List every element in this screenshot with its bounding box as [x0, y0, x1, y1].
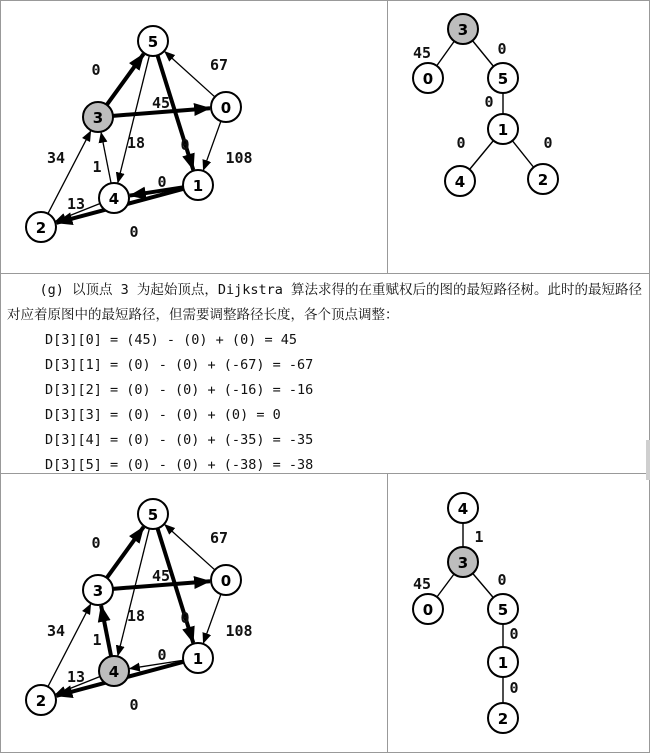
tree-edge-weight-3-5: 0 — [497, 571, 507, 589]
vertex-label-0: 0 — [220, 572, 232, 590]
tree-node-label-3: 3 — [457, 21, 469, 39]
top-graph-diagram — [1, 1, 387, 273]
vertex-label-5: 5 — [147, 506, 159, 524]
tree-edge-weight-1-2: 0 — [509, 679, 519, 697]
edge-0-1 — [203, 594, 221, 643]
edge-3-5 — [107, 527, 144, 578]
edge-weight-2-3: 34 — [46, 622, 66, 640]
tree-node-label-0: 0 — [422, 601, 434, 619]
tree-edge-weight-3-5: 0 — [497, 40, 507, 58]
edge-weight-1-4: 0 — [157, 173, 167, 191]
equation-line: D[3][4] = (0) - (0) + (-35) = -35 — [45, 432, 314, 448]
edge-weight-0-5: 67 — [209, 529, 229, 547]
vertex-label-2: 2 — [35, 219, 47, 237]
tree-node-label-4: 4 — [457, 500, 469, 518]
vertex-label-4: 4 — [108, 190, 120, 208]
edge-weight-4-3: 1 — [92, 631, 102, 649]
tree-node-label-4: 4 — [454, 173, 466, 191]
equation-line: D[3][1] = (0) - (0) + (-67) = -67 — [45, 357, 314, 373]
edge-weight-3-0: 45 — [151, 94, 171, 112]
edge-weight-5-4: 18 — [126, 607, 146, 625]
edge-weight-1-2: 0 — [129, 223, 139, 241]
tree-edge-weight-3-0: 45 — [412, 44, 432, 62]
edge-weight-0-1: 108 — [225, 622, 253, 640]
equation-list — [45, 328, 313, 478]
vertex-label-1: 1 — [192, 177, 204, 195]
edge-0-5 — [165, 525, 215, 570]
tree-node-label-1: 1 — [497, 121, 509, 139]
tree-node-label-3: 3 — [457, 554, 469, 572]
edge-weight-3-0: 45 — [151, 567, 171, 585]
edge-3-5 — [107, 54, 144, 105]
tree-node-label-1: 1 — [497, 654, 509, 672]
edge-weight-4-2: 13 — [66, 195, 86, 213]
edge-0-5 — [165, 52, 215, 97]
equation-line: D[3][0] = (45) - (0) + (0) = 45 — [45, 332, 297, 348]
edge-weight-4-3: 1 — [92, 158, 102, 176]
edge-weight-1-4: 0 — [157, 646, 167, 664]
tree-node-label-5: 5 — [497, 601, 509, 619]
bottom-graph-diagram — [1, 474, 387, 752]
equation-line: D[3][5] = (0) - (0) + (-38) = -38 — [45, 457, 314, 473]
edge-weight-5-4: 18 — [126, 134, 146, 152]
tree-edge-weight-5-1: 0 — [484, 93, 494, 111]
edge-weight-4-2: 13 — [66, 668, 86, 686]
edge-weight-3-5: 0 — [91, 61, 101, 79]
top-tree-cell — [387, 0, 650, 274]
edge-weight-5-1: 0 — [180, 136, 190, 154]
top-tree-diagram — [388, 1, 649, 273]
bottom-tree-diagram — [388, 474, 649, 752]
edge-0-1 — [203, 121, 221, 170]
edge-5-4 — [118, 56, 150, 183]
tree-edge-weight-5-1: 0 — [509, 625, 519, 643]
tree-node-label-0: 0 — [422, 70, 434, 88]
edge-5-4 — [118, 529, 150, 656]
edge-weight-1-2: 0 — [129, 696, 139, 714]
equation-line: D[3][2] = (0) - (0) + (-16) = -16 — [45, 382, 314, 398]
edge-weight-0-1: 108 — [225, 149, 253, 167]
edge-weight-5-1: 0 — [180, 609, 190, 627]
scrollbar-thumb[interactable] — [646, 440, 650, 480]
vertex-label-3: 3 — [92, 109, 104, 127]
vertex-label-5: 5 — [147, 33, 159, 51]
vertex-label-1: 1 — [192, 650, 204, 668]
vertex-label-0: 0 — [220, 99, 232, 117]
tree-edge-weight-4-3: 1 — [474, 528, 484, 546]
edge-weight-0-5: 67 — [209, 56, 229, 74]
bottom-tree-cell — [387, 473, 650, 753]
edge-weight-3-5: 0 — [91, 534, 101, 552]
tree-edge-weight-1-4: 0 — [456, 134, 466, 152]
top-graph-cell — [0, 0, 388, 274]
vertex-label-4: 4 — [108, 663, 120, 681]
tree-edge-weight-1-2: 0 — [543, 134, 553, 152]
tree-node-label-2: 2 — [497, 710, 509, 728]
edge-4-3 — [101, 133, 111, 184]
tree-edge-weight-3-0: 45 — [412, 575, 432, 593]
vertex-label-2: 2 — [35, 692, 47, 710]
bottom-graph-cell — [0, 473, 388, 753]
vertex-label-3: 3 — [92, 582, 104, 600]
tree-node-label-5: 5 — [497, 70, 509, 88]
equation-line: D[3][3] = (0) - (0) + (0) = 0 — [45, 407, 281, 423]
tree-node-label-2: 2 — [537, 171, 549, 189]
edge-4-3 — [101, 606, 111, 657]
explanation-cell — [0, 273, 650, 474]
edge-weight-2-3: 34 — [46, 149, 66, 167]
caption-text: (g) 以顶点 3 为起始顶点，Dijkstra 算法求得的在重赋权后的图的最短路径树。此时的最短路径对应着原图中的最短路径，但需要调整路径长度，各个顶点调整： — [7, 282, 643, 323]
